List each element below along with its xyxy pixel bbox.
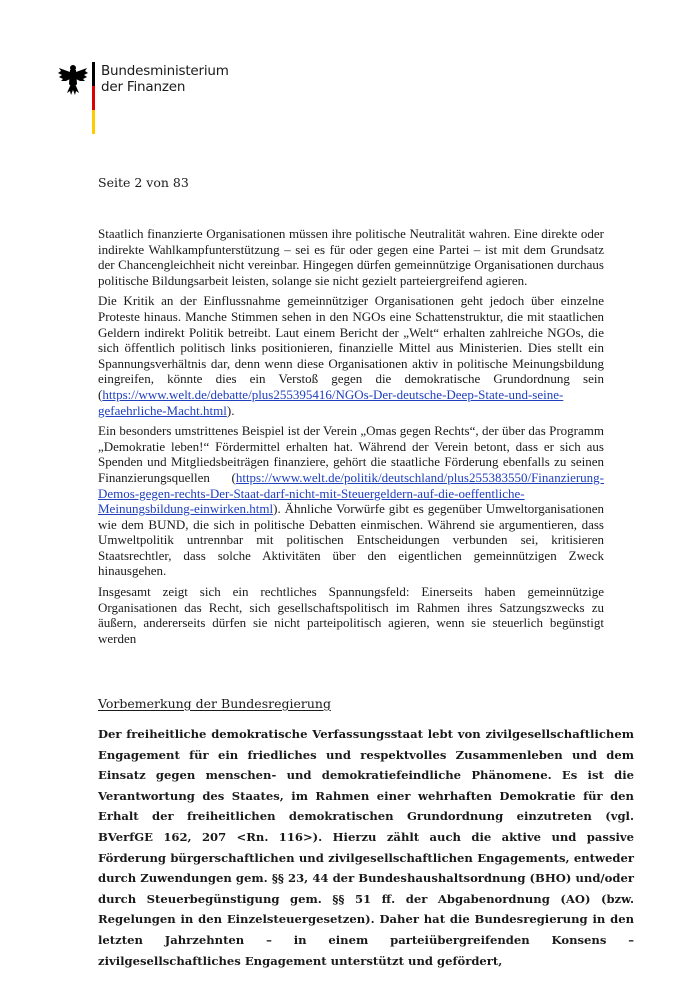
question-paragraph: Staatlich finanzierte Organisationen müssen ihre politische Neutralität wahren. Eine direkte oder indirekte Wahlkampfunterstützung – sei es für oder gegen eine Partei – ist mit dem Grundsatz der Chancengleichheit nicht vereinbar. Hingegen dürfen gemeinnützige Organisationen durchaus politische Bildungsarbeit leisten, solange sie nicht gezielt parteiergreifend agieren.: [98, 226, 604, 288]
question-paragraph: [98, 423, 604, 579]
question-text: [98, 226, 604, 651]
page-number: Seite 2 von 83: [98, 175, 189, 190]
paragraph-text: Die Kritik an der Einflussnahme gemeinnütziger Organisationen geht jedoch über einzelne Proteste hinaus. Manche Stimmen sehen in den NGOs eine Schattenstruktur, die mit staatlichen Geldern indirekt Politik betreibt. Laut einem Bericht der „Welt“ erhalten zahlreiche NGOs, die sich öffentlich politisch links positionieren, finanzielle Mittel aus Ministerien. Dies stellt ein Spannungsverhältnis dar, denn wenn diese Organisationen aktiv in politische Meinungsbildung eingreifen, könnte dies ein Verstoß gegen die demokratische Grundordnung sein (: [98, 293, 604, 402]
answer-paragraph: Der freiheitliche demokratische Verfassungsstaat lebt von zivilgesellschaftlichem Engagement für ein friedliches und respektvolles Zusammenleben und dem Einsatz gegen menschen- und demokratiefeindliche Phänomene. Es ist die Verantwortung des Staates, im Rahmen einer wehrhaften Demokratie für den Erhalt der freiheitlichen demokratischen Grundordnung einzutreten (vgl. BVerfGE 162, 207 <Rn. 116>). Hierzu zählt auch die aktive und passive Förderung bürgerschaftlichen und zivilgesellschaftlichen Engagements, entweder durch Zuwendungen gem. §§ 23, 44 der Bundeshaushaltsordnung (BHO) und/oder durch Steuerbegünstigung gem. §§ 51 ff. der Abgabenordnung (AO) (bzw. Regelungen in den Einzelsteuergesetzen). Daher hat die Bundesregierung in den letzten Jahrzehnten – in einem parteiübergreifenden Konsens – zivilgesellschaftliches Engagement unterstützt und gefördert,: [98, 727, 634, 968]
section-heading: Vorbemerkung der Bundesregierung: [98, 696, 331, 711]
question-paragraph: Insgesamt zeigt sich ein rechtliches Spannungsfeld: Einerseits haben gemeinnützige Organisationen das Recht, sich gesellschaftspolitisch im Rahmen ihres Satzungszwecks zu äußern, andererseits dürfen sie nicht parteipolitisch agieren, wenn sie steuerlich begünstigt werden: [98, 584, 604, 646]
ministry-name-line1: Bundesministerium: [101, 63, 229, 79]
ministry-name: [101, 63, 229, 95]
question-paragraph: [98, 293, 604, 418]
source-link-welt-debatte[interactable]: https://www.welt.de/debatte/plus255395416/NGOs-Der-deutsche-Deep-State-und-seine-gefaehrliche-Macht.html: [98, 386, 564, 418]
paragraph-text: ). Ähnliche Vorwürfe gibt es gegenüber Umweltorganisationen wie dem BUND, die sich in politische Debatten einmischen. Während sie argumentieren, dass Umweltpolitik untrennbar mit politischen Entscheidungen verbunden sei, kritisieren Staatsrechtler, dass solche Aktivitäten über den eigentlichen gemeinnützigen Zweck hinausgehen.: [98, 501, 604, 579]
federal-flag-bar: [92, 62, 95, 134]
paragraph-text: ).: [226, 402, 235, 418]
ministry-name-line2: der Finanzen: [101, 79, 186, 95]
federal-eagle-icon: [58, 62, 88, 98]
source-link-welt-politik[interactable]: https://www.welt.de/politik/deutschland/plus255383550/Finanzierung-Demos-gegen-rechts-Der-Staat-darf-nicht-mit-Steuergeldern-auf-die-oeffentliche-Meinungsbildung-einwirken.html: [98, 469, 604, 517]
answer-text: [98, 724, 634, 971]
paragraph-text: Ein besonders umstrittenes Beispiel ist der Verein „Omas gegen Rechts“, der über das Programm „Demokratie leben!“ Fördermittel erhalten hat. Während der Verein betont, dass er sich aus Spenden und Mitgliedsbeiträgen finanziere, gehört die staatliche Förderung ebenfalls zu seinen Finanzierungsquellen (: [98, 423, 604, 485]
